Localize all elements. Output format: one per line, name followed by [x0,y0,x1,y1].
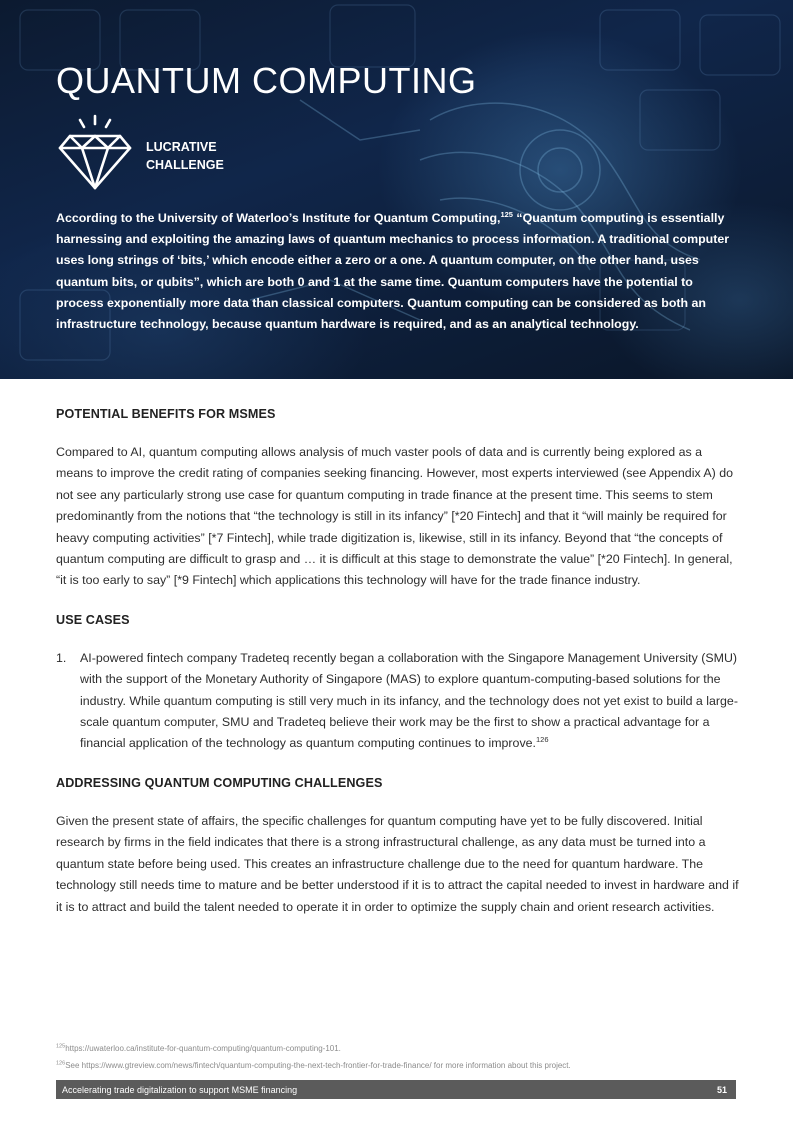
challenges-paragraph: Given the present state of affairs, the specific challenges for quantum computing have yet to be fully discovered. Initial research by firms in the field indicates that there is a strong infrastructural challenge, as any data must be turned into a quantum state before being used. This creates an infrastructure challenge due to the need for quantum hardware. The technology still needs time to mature and be better understood if it is to attract the capital needed to invest in hardware and if it is to attract and build the talent needed to operate it in order to optimize the supply chain and orient research activities. [56,813,739,914]
use-case-list [56,648,740,755]
footnote-link[interactable]: See https://www.gtreview.com/news/fintech/quantum-computing-the-next-tech-frontier-for-trade-finance/ for more information about this project. [65,1061,571,1070]
use-case-text: AI-powered fintech company Tradeteq recently began a collaboration with the Singapore Management University (SMU) with the support of the Monetary Authority of Singapore (MAS) to explore quantum-computing-based solutions for the industry. While quantum computing is still very much in its infancy, and the technology does not yet exist to build a large-scale quantum computer, SMU and Tradeteq believe their work may be the first to show a practical advantage for a financial application of the technology as quantum computing continues to improve. [80,650,738,751]
use-cases-heading: USE CASES [56,612,130,627]
benefits-paragraph: Compared to AI, quantum computing allows analysis of much vaster pools of data and is currently being explored as a means to improve the credit rating of companies seeking financing. However, most experts interviewed (see Appendix A) do not see any particularly strong use case for quantum computing in trade finance at the present time. This seems to stem predominantly from the notions that “the technology is still in its infancy” [*20 Fintech] and that it “will mainly be required for heavy computing activities” [*7 Fintech], while trade digitization is, likewise, still in its infancy. Beyond that “the concepts of quantum computing are difficult to grasp and … it is difficult at this stage to demonstrate the value” [*20 Fintech]. In general, “it is too early to say” [*9 Fintech] which applications this technology will have for the trade finance industry. [56,445,734,588]
category-badge [146,138,224,174]
page-title: QUANTUM COMPUTING [56,60,477,101]
footer-title: Accelerating trade digitalization to support MSME financing [62,1084,298,1095]
footnote-ref-125[interactable]: 125 [500,209,513,219]
footnote-link[interactable]: https://uwaterloo.ca/institute-for-quantum-computing/quantum-computing-101. [65,1044,341,1053]
intro-text-1: According to the University of Waterloo’s Institute for Quantum Computing, [56,211,501,225]
diamond-icon [56,114,134,194]
benefits-heading: POTENTIAL BENEFITS FOR MSMES [56,407,276,421]
intro-paragraph [56,208,736,335]
list-number: 1. [56,650,67,665]
footnote-ref-126[interactable]: 126 [535,735,549,745]
page-footer [56,1080,736,1099]
footnote-125 [56,1040,756,1057]
badge-line-2: CHALLENGE [146,158,224,172]
use-case-item [80,648,740,755]
footnote-126 [56,1057,756,1074]
footnotes [56,1040,756,1074]
hero-banner [0,0,793,379]
page-number: 51 [716,1084,727,1095]
footnote-number: 125 [56,1043,66,1050]
footnote-number: 126 [56,1060,66,1067]
badge-line-1: LUCRATIVE [146,140,217,154]
main-content [56,404,740,918]
intro-text-2: “Quantum computing is essentially harnessing and exploiting the amazing laws of quantum mechanics to process information. A traditional computer uses long strings of ‘bits,’ which encode either a zero or a one. A quantum computer, on the other hand, uses quantum bits, or qubits”, which are both 0 and 1 at the same time. Quantum computers have the potential to process exponentially more data than classical computers. Quantum computing can be considered as both an infrastructure technology, because quantum hardware is required, and as an analytical technology. [56,211,730,332]
challenges-heading: ADDRESSING QUANTUM COMPUTING CHALLENGES [56,775,383,790]
